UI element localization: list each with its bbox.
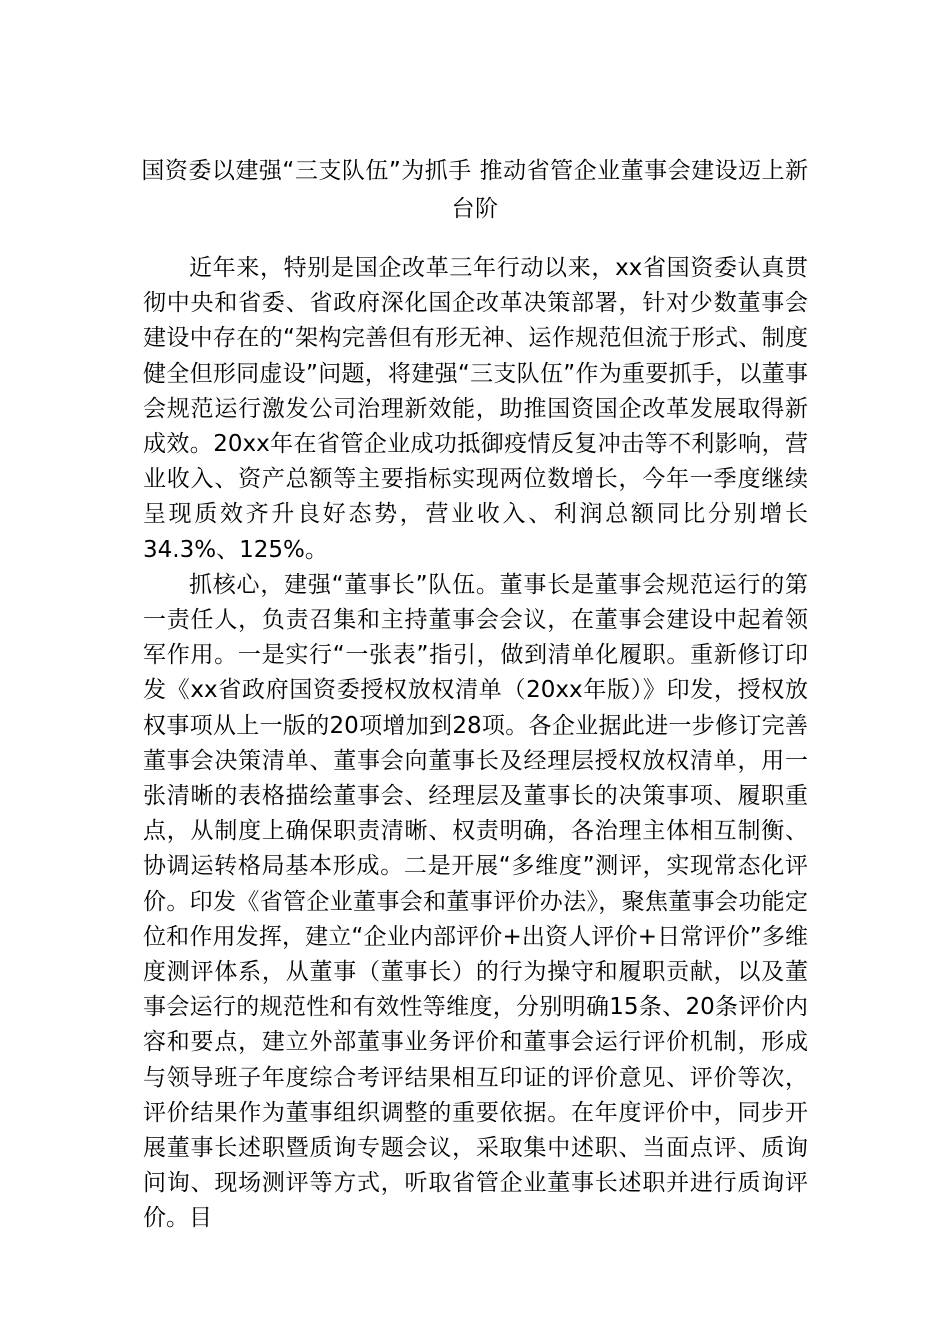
paragraph: 近年来，特别是国企改革三年行动以来，xx省国资委认真贯彻中央和省委、省政府深化国企改革决策部署，针对少数董事会建设中存在的“架构完善但有形无神、运作规范但流于形式、制度健全但形同虚设”问题，将建强“三支队伍”作为重要抓手，以董事会规范运行激发公司治理新效能，助推国资国企改革发展取得新成效。20xx年在省管企业成功抵御疫情反复冲击等不利影响，营业收入、资产总额等主要指标实现两位数增长，今年一季度继续呈现质效齐升良好态势，营业收入、利润总额同比分别增长34.3%、125%。 bbox=[143, 255, 808, 563]
document-body bbox=[143, 251, 808, 1237]
document-title: 国资委以建强“三支队伍”为抓手 推动省管企业董事会建设迈上新台阶 bbox=[141, 158, 809, 222]
paragraph: 抓核心，建强“董事长”队伍。董事长是董事会规范运行的第一责任人，负责召集和主持董事会会议，在董事会建设中起着领军作用。一是实行“一张表”指引，做到清单化履职。重新修订印发《xx省政府国资委授权放权清单（20xx年版）》印发，授权放权事项从上一版的20项增加到28项。各企业据此进一步修订完善董事会决策清单、董事会向董事长及经理层授权放权清单，用一张清晰的表格描绘董事会、经理层及董事长的决策事项、履职重点，从制度上确保职责清晰、权责明确，各治理主体相互制衡、协调运转格局基本形成。二是开展“多维度”测评，实现常态化评价。印发《省管企业董事会和董事评价办法》，聚焦董事会功能定位和作用发挥，建立“企业内部评价+出资人评价+日常评价”多维度测评体系，从董事（董事长）的行为操守和履职贡献，以及董事会运行的规范性和有效性等维度，分别明确15条、20条评价内容和要点，建立外部董事业务评价和董事会运行评价机制，形成与领导班子年度综合考评结果相互印证的评价意见、评价等次，评价结果作为董事组织调整的重要依据。在年度评价中，同步开展董事长述职暨质询专题会议，采取集中述职、当面点评、质询问询、现场测评等方式，听取省管企业董事长述职并进行质询评价。目 bbox=[143, 571, 808, 1232]
